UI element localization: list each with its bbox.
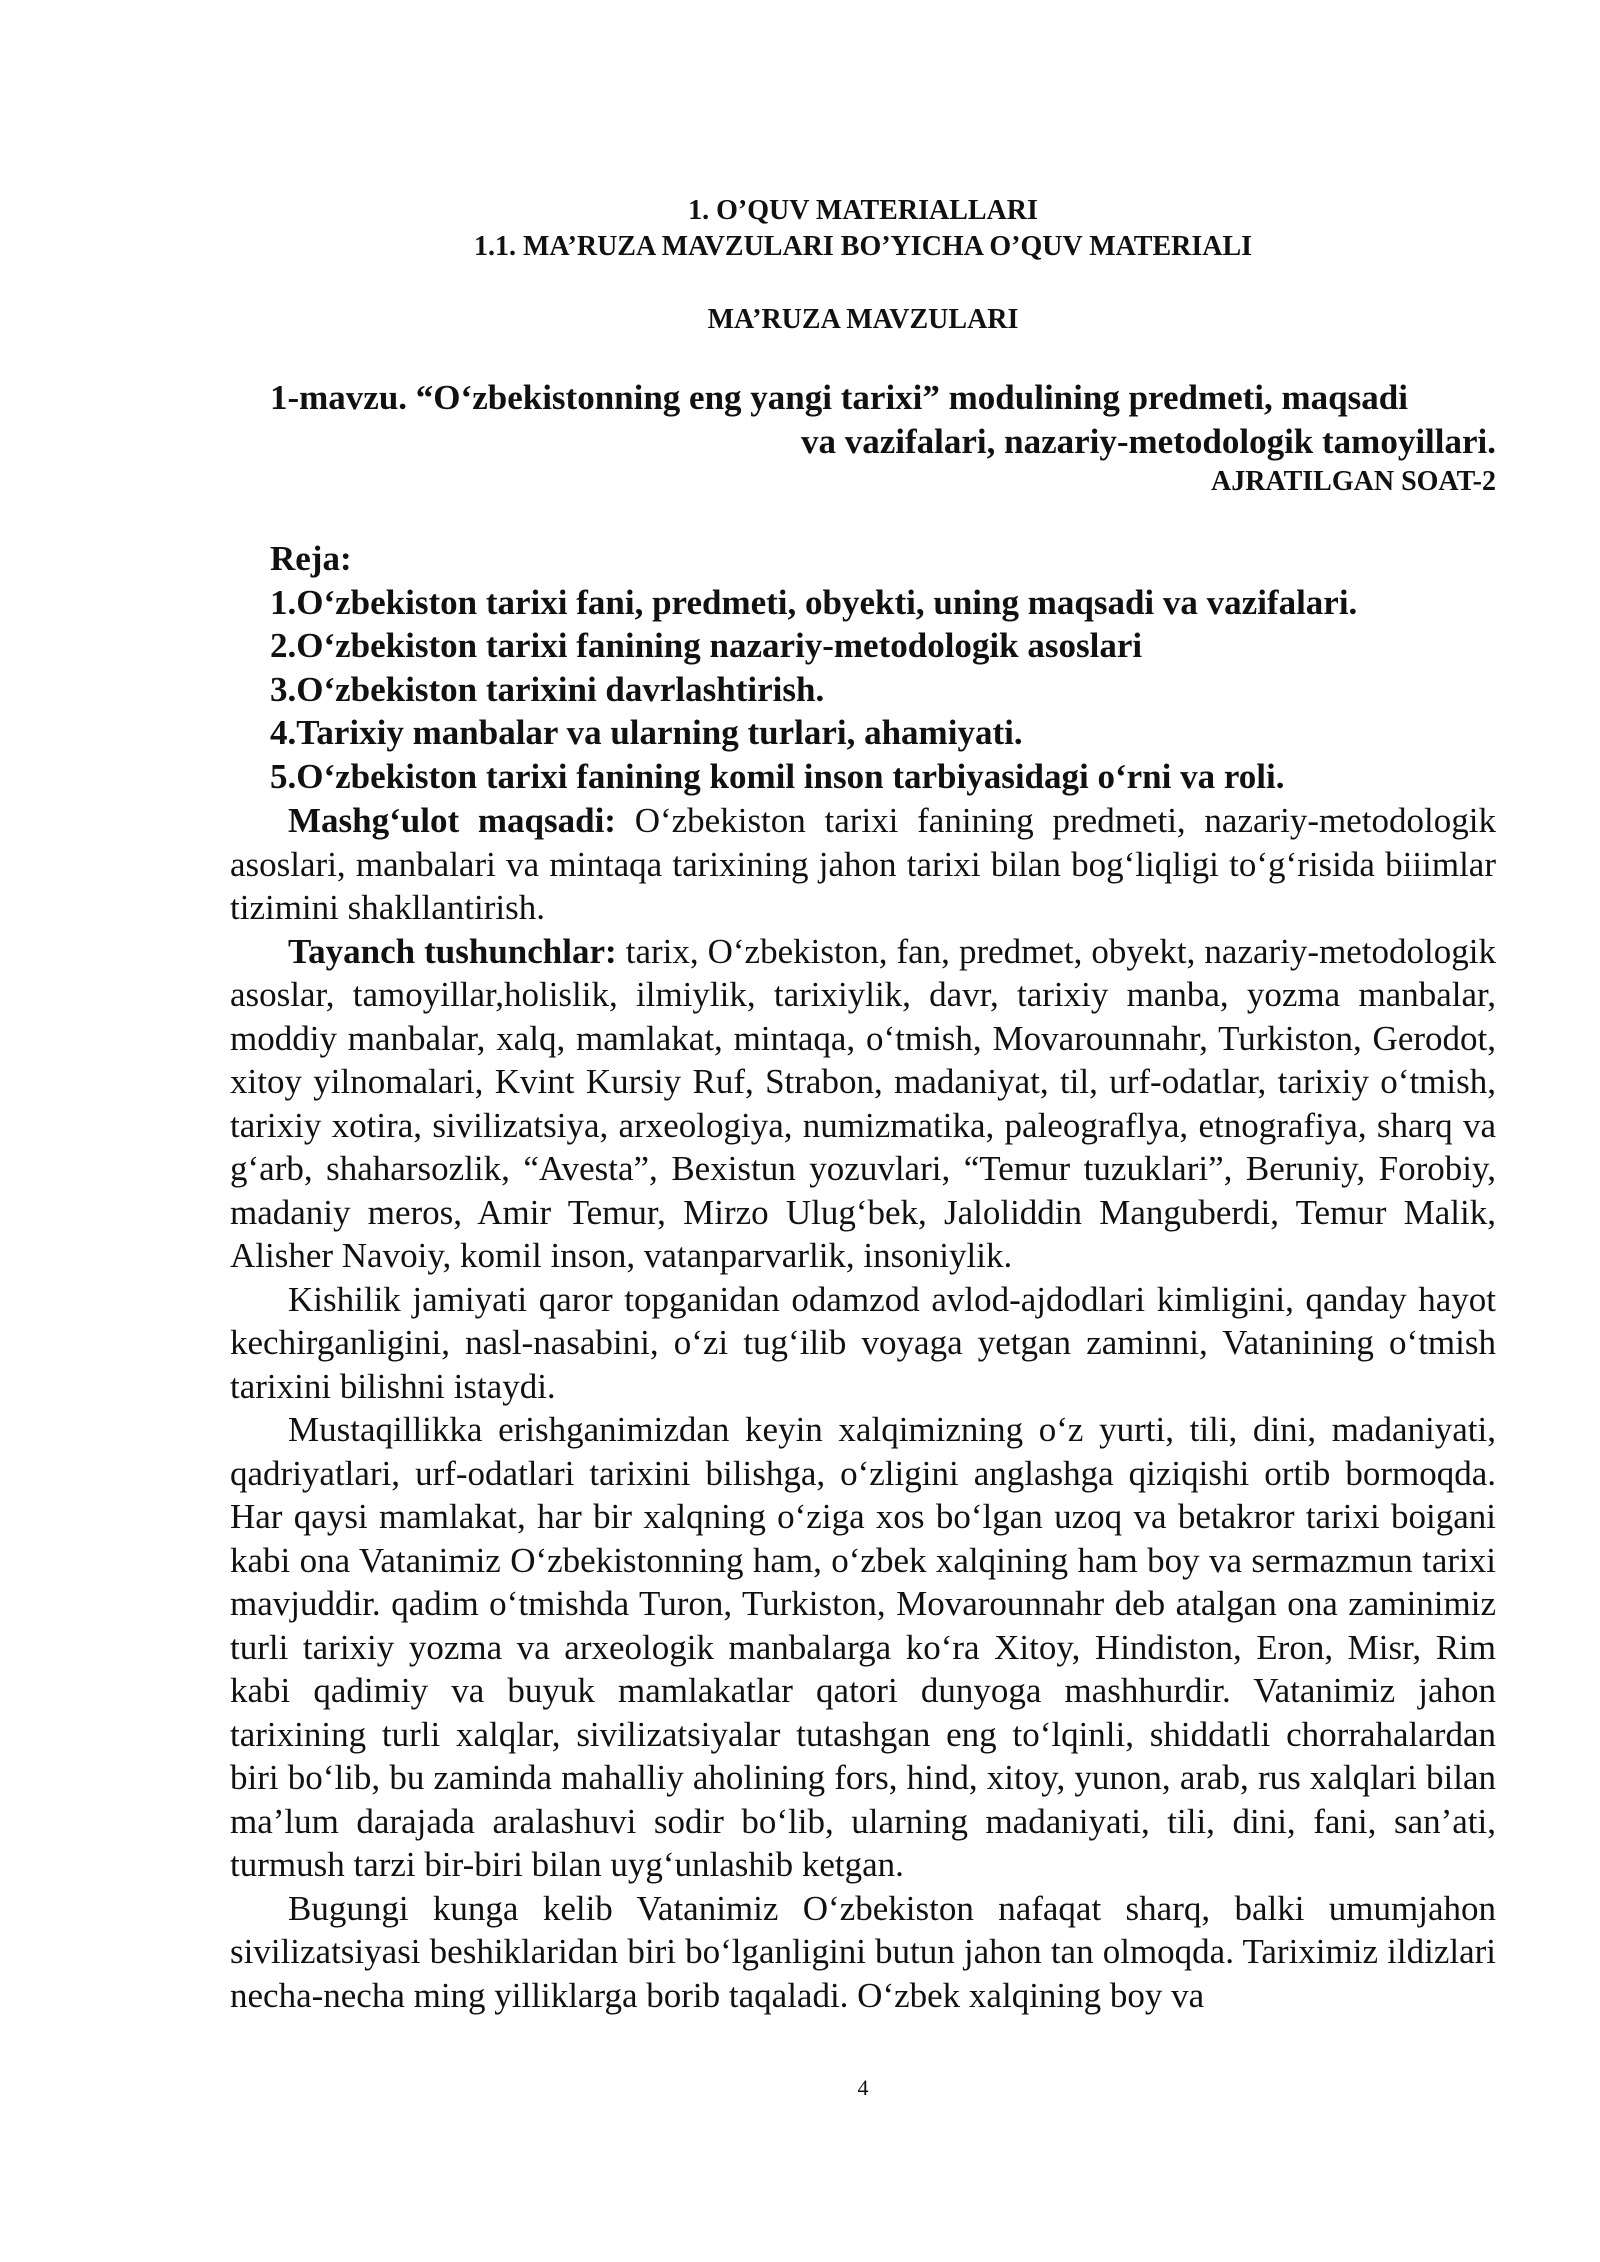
goal-text: O‘zbekiston tarixi fanining predmeti, nazariy-metodologik asoslari, manbalari va mintaqa tarixining jahon tarixi bilan bog‘liqligi to‘g‘risida biiimlar tizimini shakllantirish. xyxy=(230,801,1496,927)
subsection-heading: 1.1. MA’RUZA MAVZULARI BO’YICHA O’QUV MATERIALI xyxy=(473,231,1253,262)
lecture-plan xyxy=(270,537,1496,798)
document-page xyxy=(230,0,1496,2262)
plan-label: Reja: xyxy=(270,539,352,578)
body-paragraph: Bugungi kunga kelib Vatanimiz O‘zbekiston nafaqat sharq, balki umumjahon sivilizatsiyasi beshiklaridan biri bo‘lganligini butun jahon tan olmoqda. Tariximiz ildizlari necha-necha ming yilliklarga borib taqaladi. O‘zbek xalqining boy va xyxy=(230,1888,1496,2015)
plan-item: 4.Tarixiy manbalar va ularning turlari, ahamiyati. xyxy=(270,713,1023,752)
keywords-label: Tayanch tushunchlar: xyxy=(288,931,617,971)
body-text xyxy=(230,799,1496,2017)
plan-item: 1.O‘zbekiston tarixi fani, predmeti, obyekti, uning maqsadi va vazifalari. xyxy=(270,582,1358,622)
page-number: 4 xyxy=(857,2075,869,2100)
plan-item: 2.O‘zbekiston tarixi fanining nazariy-metodologik asoslari xyxy=(270,626,1143,665)
goal-paragraph xyxy=(230,799,1496,930)
section-heading: 1. O’QUV MATERIALLARI xyxy=(688,195,1038,226)
body-paragraph: Mustaqillikka erishganimizdan keyin xalqimizning o‘z yurti, tili, dini, madaniyati, qadriyatlari, urf-odatlari tarixini bilishga, o‘zligini anglashga qiziqishi ortib bormoqda. Har qaysi mamlakat, har bir xalqning o‘ziga xos bo‘lgan uzoq va betakror tarixi boigani kabi ona Vatanimiz O‘zbekistonning ham, o‘zbek xalqining ham boy va sermazmun tarixi mavjuddir. qadim o‘tmishda Turon, Turkiston, Movarounnahr deb atalgan ona zaminimiz turli tarixiy yozma va arxeologik manbalarga ko‘ra Xitoy, Hindiston, Eron, Misr, Rim kabi qadimiy va buyuk mamlakatlar qatori dunyoga mashhurdir. Vatanimiz jahon tarixining turli xalqlar, sivilizatsiyalar tutashgan eng to‘lqinli, shiddatli chorrahalardan biri bo‘lib, bu zaminda mahalliy aholining fors, hind, xitoy, yunon, arab, rus xalqlari bilan ma’lum darajada aralashuvi sodir bo‘lib, ularning madaniyati, tili, dini, fani, san’ati, turmush tarzi bir-biri bilan uyg‘unlashib ketgan. xyxy=(230,1410,1496,1884)
plan-item: 3.O‘zbekiston tarixini davrlashtirish. xyxy=(270,669,825,709)
topics-heading: MA’RUZA MAVZULARI xyxy=(707,304,1019,335)
topic-title-line-1: 1-mavzu. “O‘zbekistonning eng yangi tarixi” modulining predmeti, maqsadi xyxy=(270,378,1408,417)
plan-item: 5.O‘zbekiston tarixi fanining komil inson tarbiyasidagi o‘rni va roli. xyxy=(270,756,1285,796)
keywords-paragraph xyxy=(230,930,1496,1278)
allocated-hours: AJRATILGAN SOAT-2 xyxy=(1211,466,1496,497)
keywords-text: tarix, O‘zbekiston, fan, predmet, obyekt, nazariy-metodologik asoslar, tamoyillar,holislik, ilmiylik, tarixiylik, davr, tarixiy manba, yozma manbalar, moddiy manbalar, xalq, mamlakat, mintaqa, o‘tmish, Movarounnahr, Turkiston, Gerodot, xitoy yilnomalari, Kvint Kursiy Ruf, Strabon, madaniyat, til, urf-odatlar, tarixiy o‘tmish, tarixiy xotira, sivilizatsiya, arxeologiya, numizmatika, paleograflya, etnografiya, sharq va g‘arb, shaharsozlik, “Avesta”, Bexistun yozuvlari, “Temur tuzuklari”, Beruniy, Forobiy, madaniy meros, Amir Temur, Mirzo Ulug‘bek, Jaloliddin Manguberdi, Temur Malik, Alisher Navoiy, komil inson, vatanparvarlik, insoniylik. xyxy=(230,931,1496,1275)
goal-label: Mashg‘ulot maqsadi: xyxy=(288,801,616,840)
topic-title-line-2: va vazifalari, nazariy-metodologik tamoyillari. xyxy=(800,422,1496,461)
body-paragraph: Kishilik jamiyati qaror topganidan odamzod avlod-ajdodlari kimligini, qanday hayot kechirganligini, nasl-nasabini, o‘zi tug‘ilib voyaga yetgan zaminni, Vatanining o‘tmish tarixini bilishni istaydi. xyxy=(230,1279,1496,1406)
topic-title xyxy=(270,376,1496,464)
